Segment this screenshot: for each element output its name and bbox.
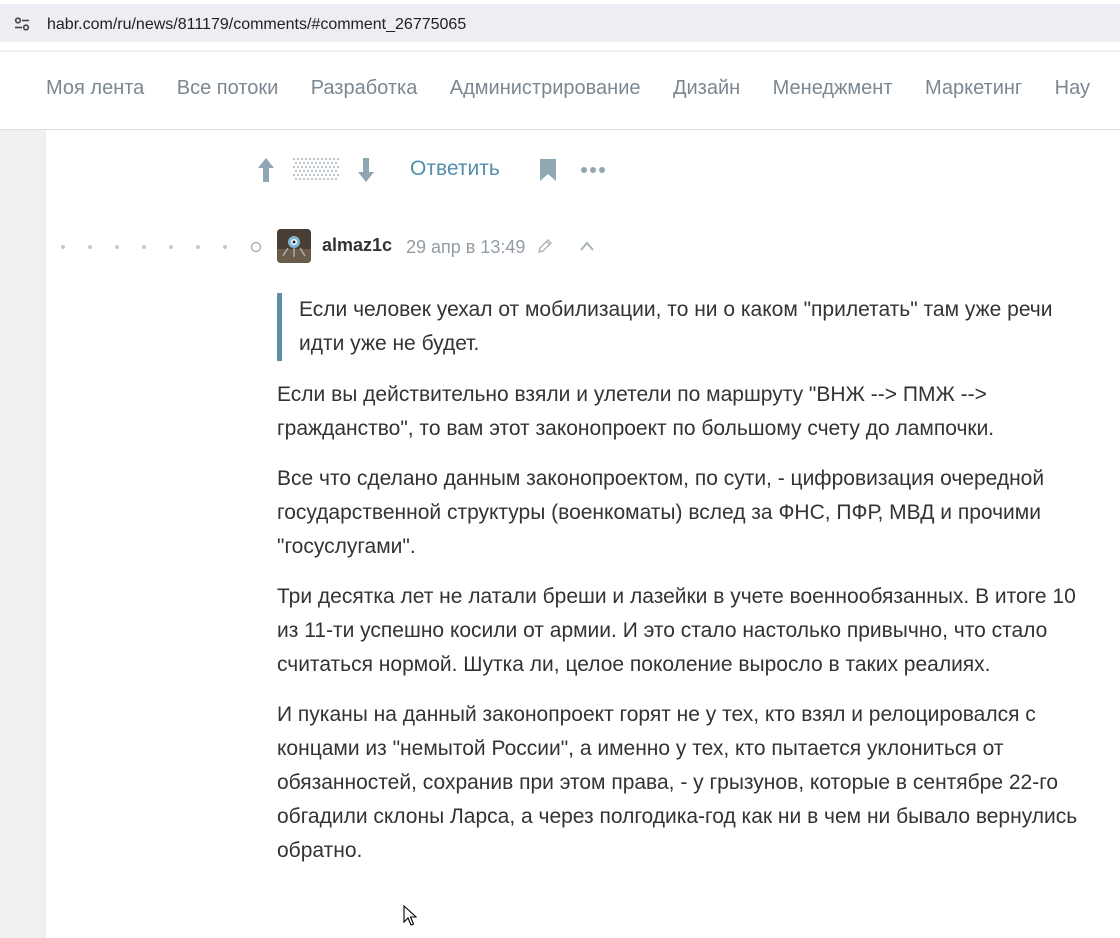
nav-item-all-flows[interactable]: Все потоки <box>176 77 279 99</box>
comment-body <box>277 378 1087 884</box>
nav-item-management[interactable]: Менеджмент <box>772 77 893 99</box>
comment-quote <box>277 293 1092 361</box>
nav-item-design[interactable]: Дизайн <box>672 77 741 99</box>
comment-paragraph: Три десятка лет не латали бреши и лазейки в учете военнообязанных. В итоге 10 из 11-ти успешно косили от армии. И это стало настолько привычно, что стало считаться нормой. Шутка ли, целое поколение выросло в таких реалиях. <box>277 585 1076 676</box>
nav-item-marketing[interactable]: Маркетинг <box>924 77 1023 99</box>
avatar[interactable] <box>277 229 311 263</box>
user-avatar-icon <box>277 229 311 263</box>
nav-item-science[interactable]: Нау <box>1054 77 1091 99</box>
thread-depth-indicator <box>58 241 268 253</box>
comment-paragraph: Все что сделано данным законопроектом, по сути, - цифровизация очередной государственной структуры (военкоматы) вслед за ФНС, ПФР, МВД и прочими "госуслугами". <box>277 467 1045 558</box>
nav-item-development[interactable]: Разработка <box>310 77 418 99</box>
nav-item-administration[interactable]: Администрирование <box>449 77 641 99</box>
flows-nav <box>0 52 1120 130</box>
quote-text: Если человек уехал от мобилизации, то ни о каком "прилетать" там уже речи идти уже не будет. <box>299 298 1053 355</box>
downvote-arrow-icon[interactable] <box>357 157 375 183</box>
site-info-icon[interactable] <box>14 17 30 31</box>
upvote-arrow-icon[interactable] <box>257 157 275 183</box>
comment-paragraph: Если вы действительно взяли и улетели по маршруту "ВНЖ --> ПМЖ --> гражданство", то вам этот законопроект по большому счету до лампочки. <box>277 383 995 440</box>
url-text[interactable]: habr.com/ru/news/811179/comments/#comment_26775065 <box>47 16 467 33</box>
hidden-score-icon <box>293 158 339 182</box>
reply-button[interactable]: Ответить <box>410 157 500 180</box>
more-options-icon[interactable] <box>580 166 606 174</box>
comment-paragraph: И пуканы на данный законопроект горят не у тех, кто взял и релоцировался с концами из "немытой России", а именно у тех, кто пытается уклониться от обязанностей, сохранив при этом права, - у грызунов, которые в сентябре 22-го обгадили склоны Ларса, а через полгодика-год как ни в чем ни бывало вернулись обратно. <box>277 703 1078 862</box>
comment-author[interactable]: almaz1c <box>322 235 393 255</box>
pencil-icon <box>536 237 554 255</box>
mouse-cursor-icon <box>403 905 417 927</box>
browser-address-bar <box>0 0 1120 50</box>
bookmark-icon[interactable] <box>539 158 557 182</box>
url-field[interactable] <box>0 4 1120 42</box>
nav-item-my-feed[interactable]: Моя лента <box>46 77 145 99</box>
comment-timestamp[interactable]: 29 апр в 13:49 <box>406 237 526 257</box>
chevron-up-icon[interactable] <box>579 239 595 253</box>
